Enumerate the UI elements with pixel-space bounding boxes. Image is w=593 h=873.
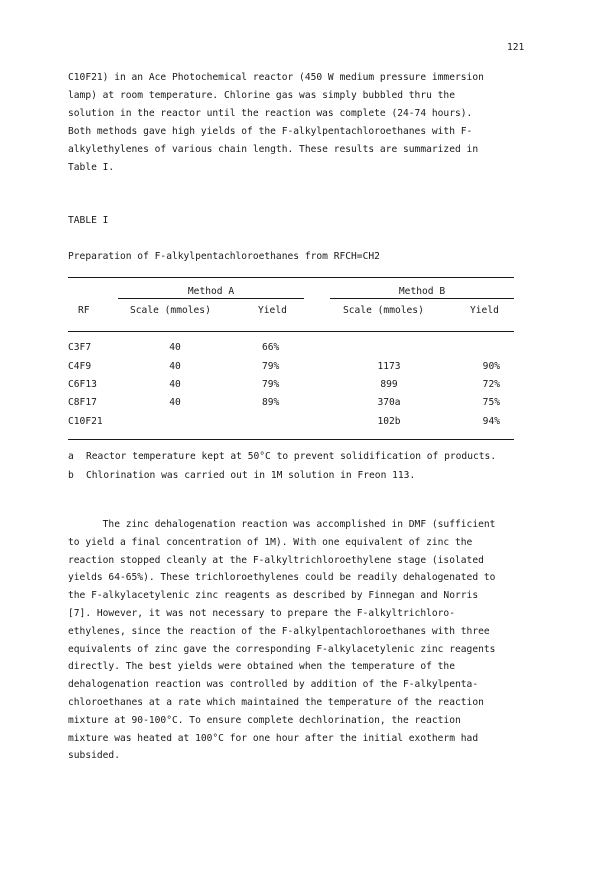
body-paragraph [68,516,548,765]
footnote-a [68,449,496,465]
col-header-scale-b: Scale (mmoles) [343,305,424,316]
text-line: equivalents of zinc gave the corresponding F-alkylacetylenic zinc reagents [68,643,496,655]
table-cell-scale-b: 899 [380,379,398,390]
table-cell-yield-a: 79% [262,361,280,372]
footnote-a-mark: a [68,451,74,462]
table-cell-scale-b: 1173 [377,361,401,372]
text-line: to yield a final concentration of 1M). With one equivalent of zinc the [68,536,473,548]
table-cell-yield-b: 90% [482,361,500,372]
table-label: TABLE I [68,215,109,226]
text-line: yields 64-65%). These trichloroethylenes could be readily dehalogenated to [68,572,496,584]
text-line: alkylethylenes of various chain length. These results are summarized in [68,144,479,155]
text-line: The zinc dehalogenation reaction was accomplished in DMF (sufficient [68,519,496,530]
text-line: solution in the reactor until the reaction was complete (24-74 hours). [68,108,473,119]
table-cell-scale-b: 370a [377,397,401,408]
table-title: Preparation of F-alkylpentachloroethanes from RFCH=CH2 [68,251,380,262]
table-cell-yield-a: 66% [262,342,280,353]
table-cell-yield-a: 89% [262,397,280,408]
text-line: Both methods gave high yields of the F-alkylpentachloroethanes with F- [68,126,473,137]
text-line: directly. The best yields were obtained when the temperature of the [68,661,455,673]
text-line: lamp) at room temperature. Chlorine gas was simply bubbled thru the [68,90,455,101]
text-line: the F-alkylacetylenic zinc reagents as described by Finnegan and Norris [68,590,479,602]
intro-paragraph [68,69,538,177]
col-header-yield-a: Yield [258,305,287,316]
col-header-yield-b: Yield [470,305,499,316]
table-cell-rf: C3F7 [68,342,92,353]
table-cell-rf: C8F17 [68,397,97,408]
table-cell-scale-a: 40 [169,379,181,390]
table-top-rule [68,277,514,278]
method-b-header: Method B [398,286,446,297]
text-line: reaction stopped cleanly at the F-alkyltrichloroethylene stage (isolated [68,554,484,566]
footnote-b [68,468,415,484]
col-header-rf: RF [78,305,90,316]
text-line: Table I. [68,162,115,173]
table-cell-yield-a: 79% [262,379,280,390]
text-line: dehalogenation reaction was controlled by addition of the F-alkylpenta- [68,679,479,691]
table-cell-yield-b: 94% [482,416,500,427]
table-cell-scale-a: 40 [169,397,181,408]
table-cell-scale-a: 40 [169,342,181,353]
table-cell-yield-b: 72% [482,379,500,390]
table-cell-rf: C6F13 [68,379,97,390]
method-a-header: Method A [187,286,235,297]
text-line: mixture was heated at 100°C for one hour after the initial exotherm had [68,732,479,744]
text-line: mixture at 90-100°C. To ensure complete dechlorination, the reaction [68,714,461,726]
col-header-scale-a: Scale (mmoles) [130,305,211,316]
footnote-b-mark: b [68,470,74,481]
text-line: [7]. However, it was not necessary to prepare the F-alkyltrichloro- [68,607,455,619]
text-line: ethylenes, since the reaction of the F-alkylpentachloroethanes with three [68,625,490,637]
table-cell-rf: C4F9 [68,361,92,372]
table-cell-yield-b: 75% [482,397,500,408]
table-bottom-rule [68,439,514,440]
page-number: 121 [507,42,525,53]
text-line: chloroethanes at a rate which maintained the temperature of the reaction [68,696,484,708]
footnote-a-text: Reactor temperature kept at 50°C to prevent solidification of products. [86,451,497,462]
text-line: subsided. [68,750,120,762]
text-line: C10F21) in an Ace Photochemical reactor (450 W medium pressure immersion [68,72,484,83]
table-cell-rf: C10F21 [68,416,103,427]
table-cell-scale-b: 102b [377,416,401,427]
header-bottom-rule [68,331,514,332]
footnote-b-text: Chlorination was carried out in 1M solution in Freon 113. [86,470,416,481]
table-cell-scale-a: 40 [169,361,181,372]
